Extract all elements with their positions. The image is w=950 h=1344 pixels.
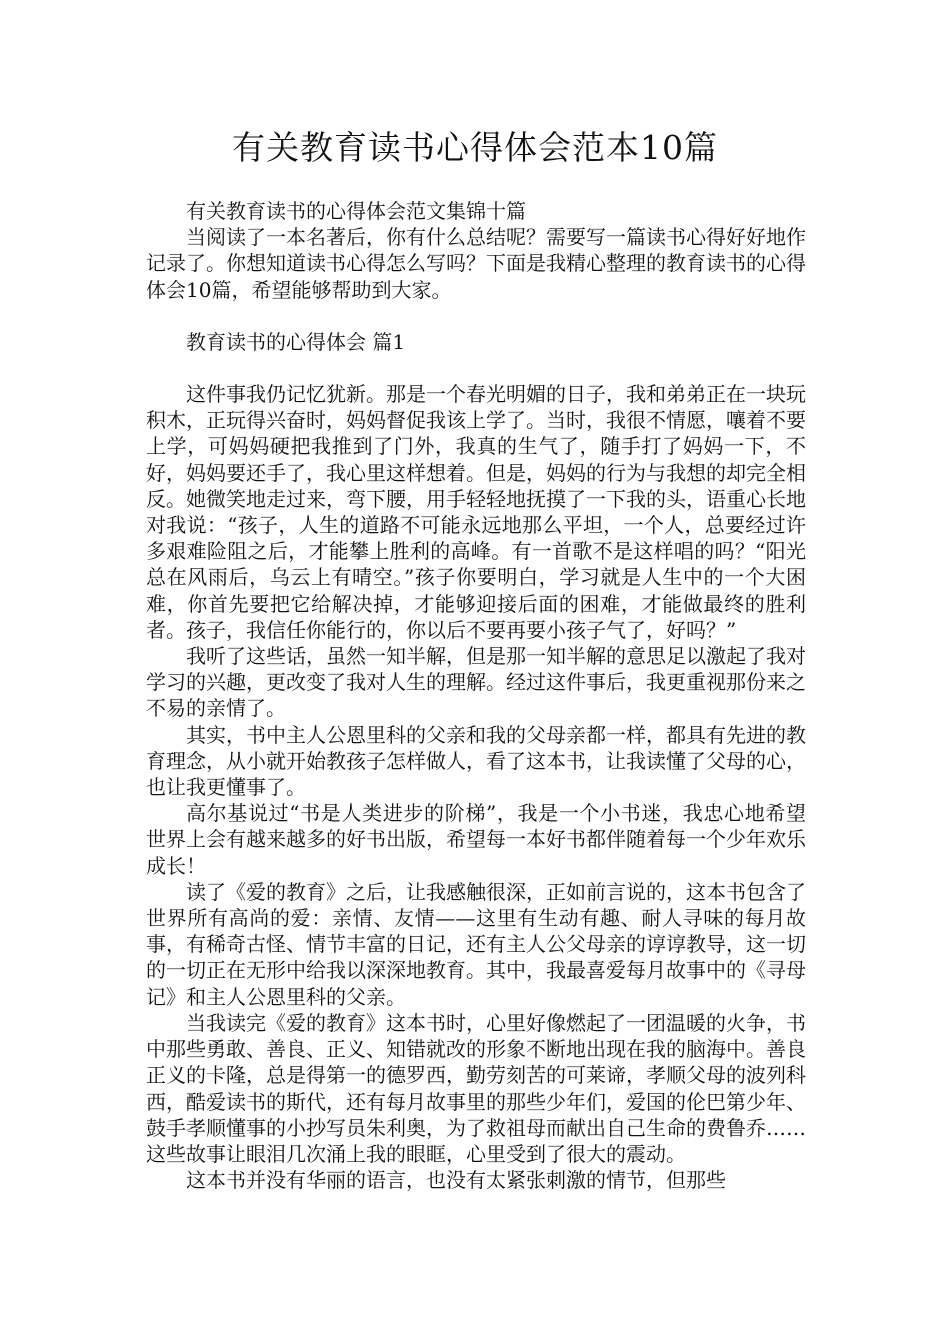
body-paragraph: 这本书并没有华丽的语言，也没有太紧张刺激的情节，但那些 <box>186 1168 726 1193</box>
document-title: 有关教育读书心得体会范本10篇 <box>232 128 718 167</box>
body-paragraph: 读了《爱的教育》之后，让我感触很深，正如前言说的，这本书包含了世界所有高尚的爱：亲情、友情——这里有生动有趣、耐人寻味的每月故事，有稀奇古怪、情节丰富的日记，还有主人公父母亲的谆谆教导，这一切的一切正在无形中给我以深深地教育。其中，我最喜爱每月故事中的《寻母记》和主人公恩里科的父亲。 <box>146 879 806 1009</box>
intro-paragraph: 当阅读了一本名著后，你有什么总结呢？需要写一篇读书心得好好地作记录了。你想知道读书心得怎么写吗？下面是我精心整理的教育读书的心得体会10篇，希望能够帮助到大家。 <box>146 225 806 302</box>
body-paragraph: 其实，书中主人公恩里科的父亲和我的父母亲都一样，都具有先进的教育理念，从小就开始教孩子怎样做人，看了这本书，让我读懂了父母的心，也让我更懂事了。 <box>146 722 806 800</box>
body-paragraph: 当我读完《爱的教育》这本书时，心里好像燃起了一团温暖的火争，书中那些勇敢、善良、正义、知错就改的形象不断地出现在我的脑海中。善良正义的卡隆，总是得第一的德罗西，勤劳刻苦的可莱谛，孝顺父母的波列科西，酷爱读书的斯代，还有每月故事里的那些少年们，爱国的伦巴第少年、鼓手孝顺懂事的小抄写员朱利奥，为了救祖母而献出自己生命的费鲁乔……这些故事让眼泪几次涌上我的眼眶，心里受到了很大的震动。 <box>146 1010 806 1166</box>
section-heading: 教育读书的心得体会 篇1 <box>186 329 406 354</box>
document-subtitle: 有关教育读书的心得体会范文集锦十篇 <box>186 199 526 223</box>
body-paragraph: 高尔基说过“书是人类进步的阶梯”，我是一个小书迷，我忠心地希望世界上会有越来越多的好书出版，希望每一本好书都伴随着每一个少年欢乐成长！ <box>146 801 806 878</box>
body-paragraph: 这件事我仍记忆犹新。那是一个春光明媚的日子，我和弟弟正在一块玩积木，正玩得兴奋时，妈妈督促我该上学了。当时，我很不情愿，嚷着不要上学，可妈妈硬把我推到了门外，我真的生气了，随手打了妈妈一下，不好，妈妈要还手了，我心里这样想着。但是，妈妈的行为与我想的却完全相反。她微笑地走过来，弯下腰，用手轻轻地抚摸了一下我的头，语重心长地对我说：“孩子，人生的道路不可能永远地那么平坦，一个人，总要经过许多艰难险阻之后，才能攀上胜利的高峰。有一首歌不是这样唱的吗？“阳光总在风雨后，乌云上有晴空。”孩子你要明白，学习就是人生中的一个大困难，你首先要把它给解决掉，才能够迎接后面的困难，才能做最终的胜利者。孩子，我信任你能行的，你以后不要再要小孩子气了，好吗？” <box>146 382 806 642</box>
document-body <box>146 198 806 1193</box>
body-paragraph: 我听了这些话，虽然一知半解，但是那一知半解的意思足以激起了我对学习的兴趣，更改变了我对人生的理解。经过这件事后，我更重视那份来之不易的亲情了。 <box>146 644 806 721</box>
